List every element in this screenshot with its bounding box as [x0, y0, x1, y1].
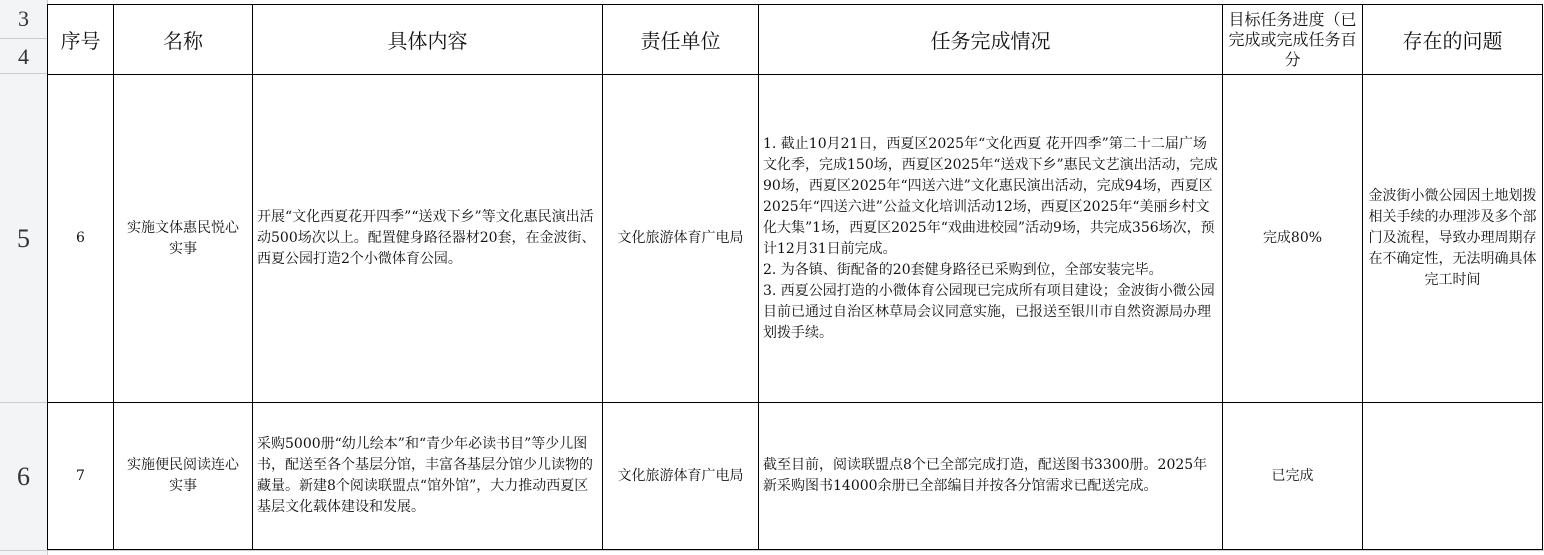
row-divider: [0, 402, 47, 403]
cell-unit[interactable]: 文化旅游体育广电局: [603, 75, 759, 403]
cell-issues[interactable]: [1363, 403, 1543, 550]
cell-content[interactable]: 开展“文化西夏花开四季”“送戏下乡”等文化惠民演出活动500场次以上。配置健身路径器材20套，在金波街、西夏公园打造2个小微体育公园。: [253, 75, 603, 403]
row-divider: [0, 38, 47, 39]
cell-content[interactable]: 采购5000册“幼儿绘本”和“青少年必读书目”等少儿图书，配送至各个基层分馆，丰富各基层分馆少儿读物的藏量。新建8个阅读联盟点“馆外馆”，大力推动西夏区基层文化载体建设和发展。: [253, 403, 603, 550]
status-paragraph: 截至目前，阅读联盟点8个已全部完成打造，配送图书3300册。2025年新采购图书14000余册已全部编目并按各分馆需求已配送完成。: [763, 457, 1208, 494]
table-row: [48, 403, 1543, 550]
cell-seq[interactable]: 7: [48, 403, 114, 550]
cell-status[interactable]: [759, 403, 1223, 550]
header-content[interactable]: 具体内容: [253, 5, 603, 75]
row-number-4[interactable]: 4: [18, 44, 29, 69]
row-number-6[interactable]: 6: [17, 462, 30, 491]
header-name[interactable]: 名称: [114, 5, 253, 75]
cell-name[interactable]: 实施便民阅读连心实事: [114, 403, 253, 550]
header-issues[interactable]: 存在的问题: [1363, 5, 1543, 75]
cell-name[interactable]: 实施文体惠民悦心实事: [114, 75, 253, 403]
header-seq[interactable]: 序号: [48, 5, 114, 75]
sheet-bottom-edge: [0, 550, 1544, 551]
header-unit[interactable]: 责任单位: [603, 5, 759, 75]
cell-status[interactable]: [759, 75, 1223, 403]
row-number-5[interactable]: 5: [17, 224, 30, 253]
status-paragraph: 2. 为各镇、街配备的20套健身路径已采购到位，全部安装完毕。: [763, 261, 1163, 278]
table-row: [48, 75, 1543, 403]
task-table: [47, 4, 1543, 550]
header-status[interactable]: 任务完成情况: [759, 5, 1223, 75]
cell-progress[interactable]: 完成80%: [1223, 75, 1363, 403]
header-row: [48, 5, 1543, 75]
status-paragraph: 1. 截止10月21日，西夏区2025年“文化西夏 花开四季”第二十二届广场文化季，完成150场，西夏区2025年“送戏下乡”惠民文艺演出活动，完成90场，西夏区2025年“四送六进”文化惠民演出活动，完成94场，西夏区2025年“四送六进”公益文化培训活动12场，西夏区2025年“美丽乡村文化大集”1场，西夏区2025年“戏曲进校园”活动9场，共完成356场次，预计12月31日前完成。: [763, 135, 1218, 257]
row-divider: [0, 73, 47, 74]
cell-unit[interactable]: 文化旅游体育广电局: [603, 403, 759, 550]
header-progress[interactable]: 目标任务进度（已完成或完成任务百分: [1223, 5, 1363, 75]
row-header-column: [0, 0, 48, 555]
row-number-3[interactable]: 3: [18, 6, 29, 31]
cell-issues[interactable]: 金波街小微公园因土地划拨相关手续的办理涉及多个部门及流程，导致办理周期存在不确定性，无法明确具体完工时间: [1363, 75, 1543, 403]
cell-seq[interactable]: 6: [48, 75, 114, 403]
status-paragraph: 3. 西夏公园打造的小微体育公园现已完成所有项目建设；金波街小微公园目前已通过自治区林草局会议同意实施，已报送至银川市自然资源局办理划拨手续。: [763, 282, 1215, 341]
cell-progress[interactable]: 已完成: [1223, 403, 1363, 550]
